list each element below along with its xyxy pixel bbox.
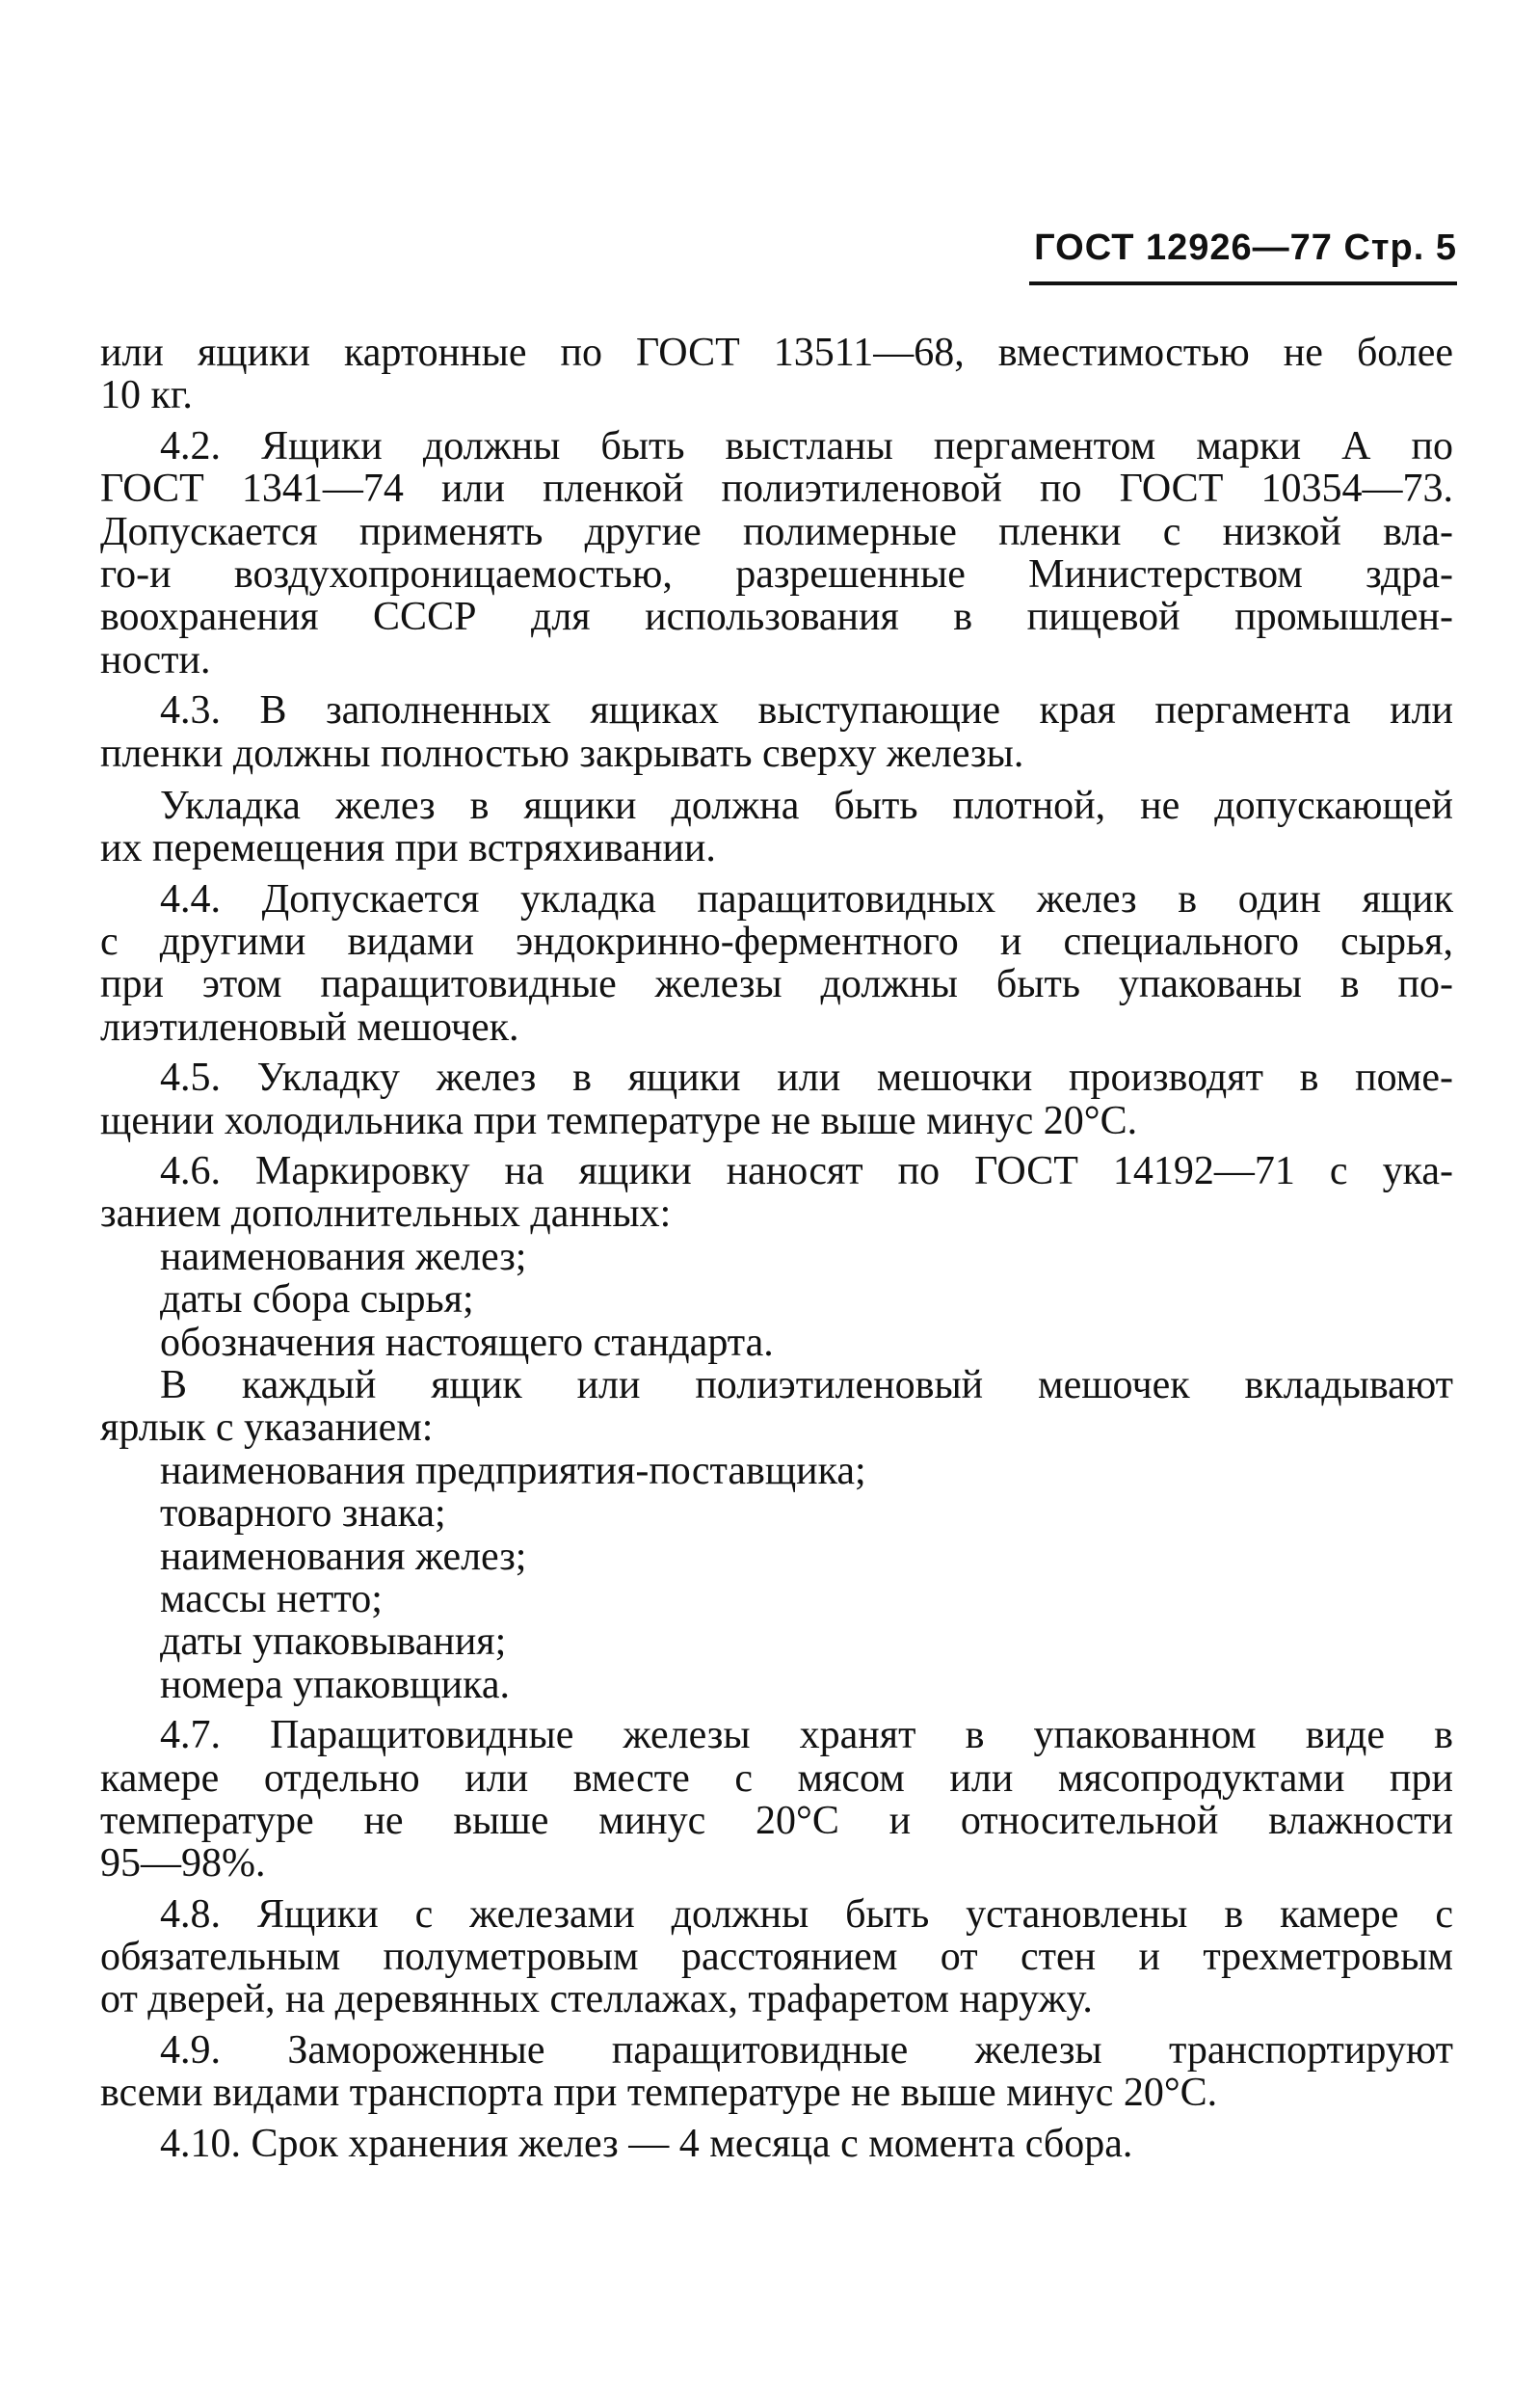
header-rule [1029,281,1457,285]
clause-4-7: 4.7. Паращитовидные железы хранят в упакованном виде в [160,1713,1453,1758]
text-line: от дверей, на деревянных стеллажах, трафаретом наружу. [100,1977,1093,2022]
text-line: В каждый ящик или полиэтиленовый мешочек вкладывают [160,1362,1453,1407]
text-line: обязательным полуметровым расстоянием от стен и трехметровым [100,1935,1453,1980]
clause-4-2: 4.2. Ящики должны быть выстланы пергаментом марки А по [160,423,1453,468]
document-body [100,332,1453,2165]
text-line: занием дополнительных данных: [100,1191,672,1237]
clause-4-9: 4.9. Замороженные паращитовидные железы транспортируют [160,2027,1453,2073]
clause-4-10: 4.10. Срок хранения желез — 4 месяца с момента сбора. [160,2121,1133,2166]
text-line: го-и воздухопроницаемостью, разрешенные Министерством здра- [100,551,1453,597]
text-line: щении холодильника при температуре не выше минус 20°С. [100,1098,1138,1143]
list-item: наименования желез; [160,1234,527,1279]
list-item: обозначения настоящего стандарта. [160,1320,774,1365]
list-item: товарного знака; [160,1491,446,1537]
text-line: камере отдельно или вместе с мясом или мясопродуктами при [100,1755,1453,1801]
clause-4-4: 4.4. Допускается укладка паращитовидных желез в один ящик [160,876,1453,922]
page-header: ГОСТ 12926—77 Стр. 5 [1034,227,1457,268]
clause-4-3: 4.3. В заполненных ящиках выступающие края пергамента или [160,688,1453,734]
text-line: их перемещения при встряхивании. [100,826,716,871]
text-line: лиэтиленовый мешочек. [100,1004,519,1050]
list-item: даты сбора сырья; [160,1277,474,1323]
text-line: ности. [100,637,211,682]
text-line: Допускается применять другие полимерные пленки с низкой вла- [100,509,1453,554]
text-line: при этом паращитовидные железы должны быть упакованы в по- [100,962,1453,1007]
list-item: массы нетто; [160,1576,383,1621]
text-line: Укладка желез в ящики должна быть плотной, не допускающей [160,783,1453,828]
clause-4-6: 4.6. Маркировку на ящики наносят по ГОСТ 14192—71 с ука- [160,1149,1453,1194]
text-line: 95—98%. [100,1841,266,1886]
list-item: номера упаковщика. [160,1662,510,1707]
text-line: с другими видами эндокринно-ферментного и специального сырья, [100,920,1453,965]
clause-4-8: 4.8. Ящики с железами должны быть установлены в камере с [160,1891,1453,1937]
list-item: даты упаковывания; [160,1619,507,1665]
text-line: пленки должны полностью закрывать сверху железы. [100,731,1024,776]
text-line: или ящики картонные по ГОСТ 13511—68, вместимостью не более [100,331,1453,375]
text-line: ГОСТ 1341—74 или пленкой полиэтиленовой по ГОСТ 10354—73. [100,467,1453,512]
list-item: наименования предприятия-поставщика; [160,1448,866,1493]
list-item: наименования желез; [160,1534,527,1579]
text-line: воохранения СССР для использования в пищевой промышлен- [100,595,1453,640]
text-line: всеми видами транспорта при температуре не выше минус 20°С. [100,2071,1218,2116]
text-line: температуре не выше минус 20°С и относительной влажности [100,1798,1453,1843]
text-line: ярлык с указанием: [100,1405,434,1451]
clause-4-5: 4.5. Укладку желез в ящики или мешочки производят в поме- [160,1056,1453,1101]
text-line: 10 кг. [100,373,193,418]
